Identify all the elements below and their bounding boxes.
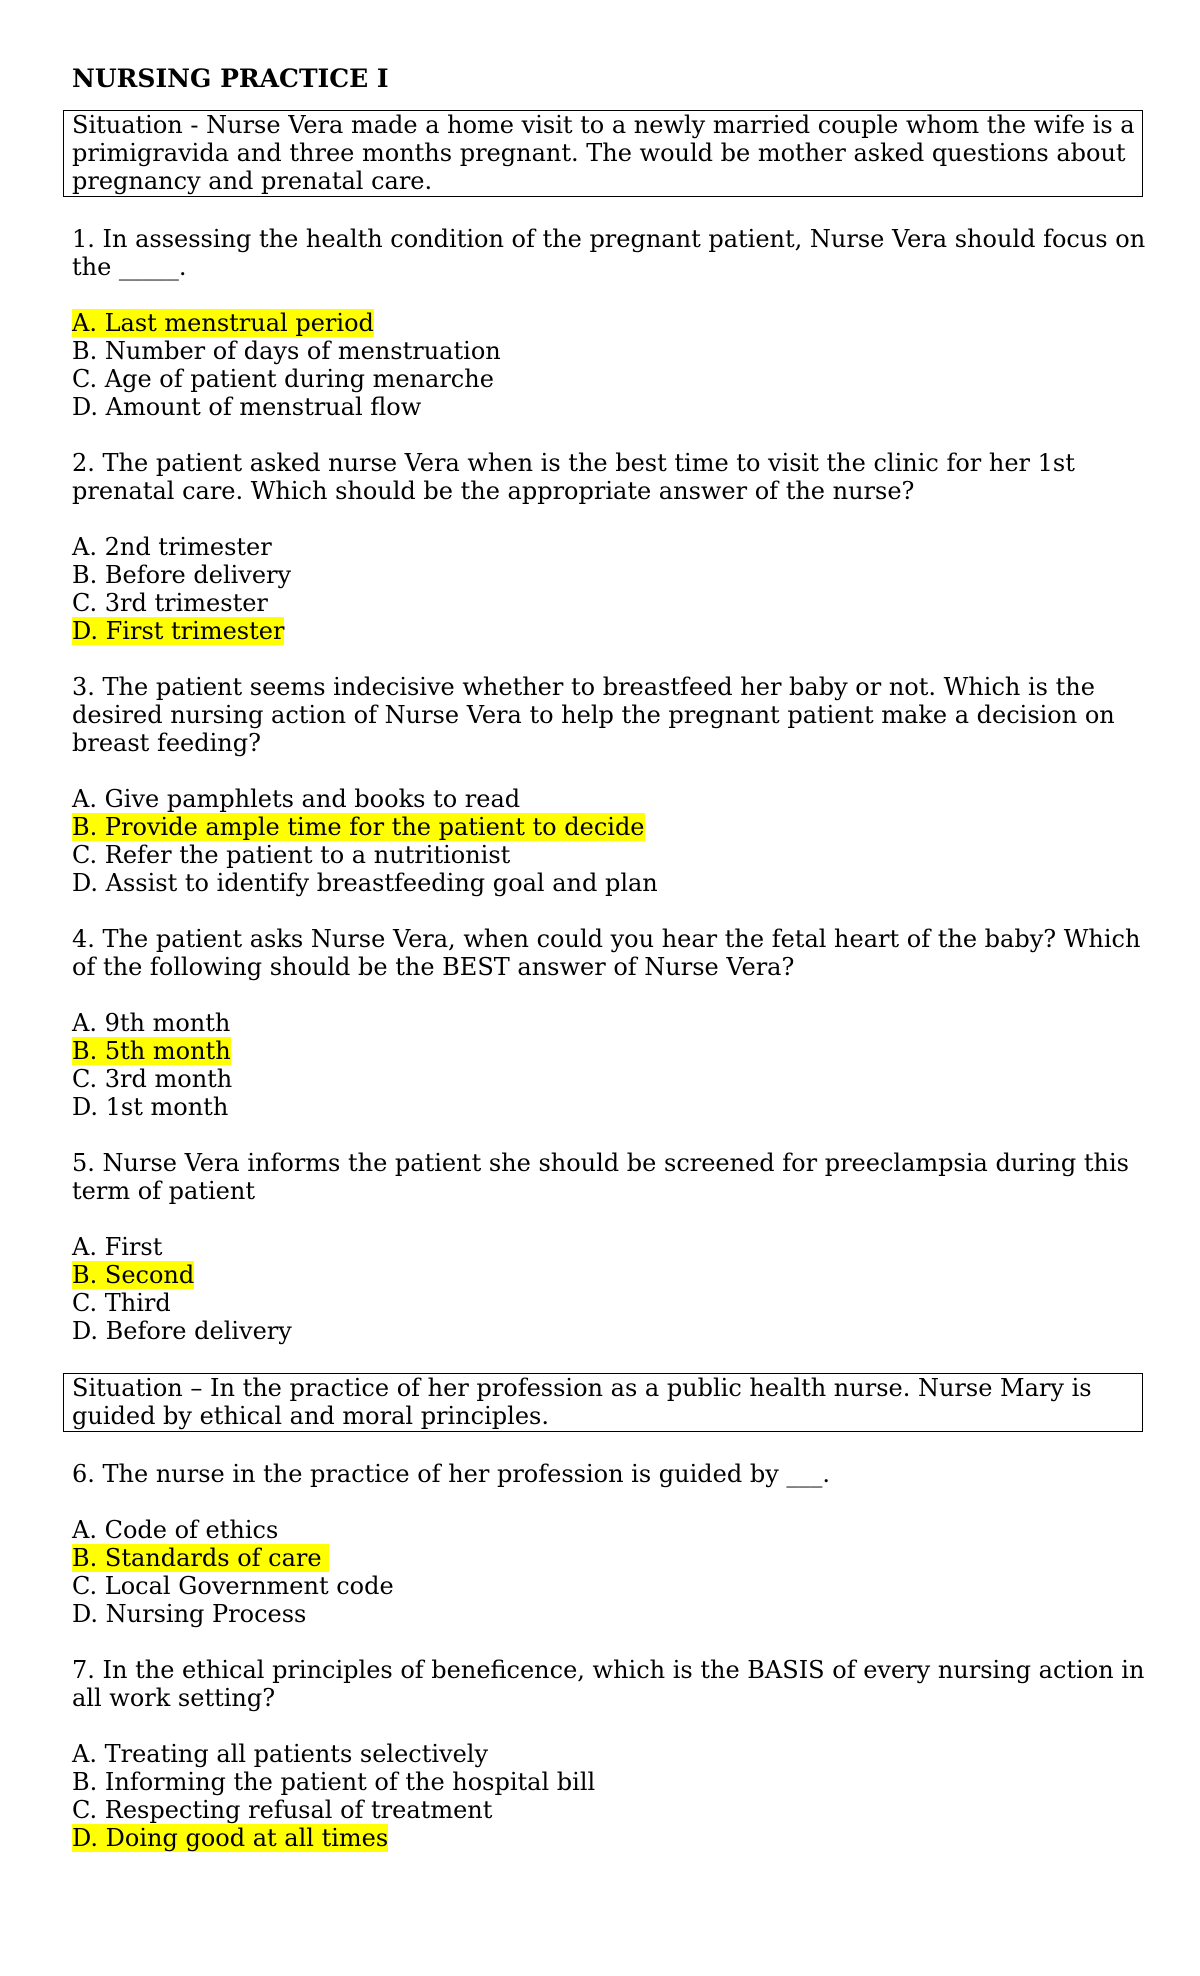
option-d: D. 1st month (72, 1093, 229, 1121)
option-b-highlighted: B. Provide ample time for the patient to decide (72, 813, 645, 841)
option-list (72, 1516, 1152, 1628)
option-d: D. Before delivery (72, 1317, 292, 1345)
option-a: A. Give pamphlets and books to read (72, 785, 521, 813)
option-a: A. First (72, 1233, 163, 1261)
question-6 (72, 1460, 1152, 1628)
option-list (72, 309, 1152, 421)
document-title: NURSING PRACTICE I (72, 64, 389, 93)
question-stem: 6. The nurse in the practice of her profession is guided by ___. (72, 1460, 831, 1488)
option-a: A. 2nd trimester (72, 533, 272, 561)
option-list (72, 533, 1152, 645)
option-d-highlighted: D. First trimester (72, 617, 285, 645)
question-7 (72, 1656, 1152, 1852)
option-list (72, 1009, 1152, 1121)
option-a: A. 9th month (72, 1009, 231, 1037)
option-b-highlighted: B. Standards of care (72, 1544, 330, 1572)
question-stem: 4. The patient asks Nurse Vera, when could you hear the fetal heart of the baby? Which of the following should be the BEST answer of Nurse Vera? (72, 925, 1141, 981)
question-stem: 2. The patient asked nurse Vera when is the best time to visit the clinic for her 1st prenatal care. Which should be the appropriate answer of the nurse? (72, 449, 1075, 505)
question-stem: 5. Nurse Vera informs the patient she should be screened for preeclampsia during this term of patient (72, 1149, 1129, 1205)
option-list (72, 785, 1152, 897)
option-c: C. Respecting refusal of treatment (72, 1796, 493, 1824)
option-d-highlighted: D. Doing good at all times (72, 1824, 389, 1852)
option-d: D. Assist to identify breastfeeding goal and plan (72, 869, 658, 897)
option-b: B. Number of days of menstruation (72, 337, 501, 365)
option-a: A. Treating all patients selectively (72, 1740, 489, 1768)
option-b-highlighted: B. Second (72, 1261, 195, 1289)
option-c: C. 3rd trimester (72, 589, 268, 617)
question-stem: 7. In the ethical principles of beneficence, which is the BASIS of every nursing action in all work setting? (72, 1656, 1145, 1712)
option-b: B. Informing the patient of the hospital bill (72, 1768, 596, 1796)
option-list (72, 1233, 1152, 1345)
option-d: D. Nursing Process (72, 1600, 307, 1628)
question-1 (72, 225, 1152, 421)
document-page (72, 64, 1152, 1852)
question-3 (72, 673, 1152, 897)
option-a-highlighted: A. Last menstrual period (72, 309, 374, 337)
option-list (72, 1740, 1152, 1852)
question-2 (72, 449, 1152, 645)
option-c: C. Local Government code (72, 1572, 394, 1600)
option-b-highlighted: B. 5th month (72, 1037, 231, 1065)
option-d: D. Amount of menstrual flow (72, 393, 422, 421)
question-stem: 1. In assessing the health condition of the pregnant patient, Nurse Vera should focus on the _____. (72, 225, 1146, 281)
option-a: A. Code of ethics (72, 1516, 279, 1544)
option-b: B. Before delivery (72, 561, 292, 589)
option-c: C. Refer the patient to a nutritionist (72, 841, 511, 869)
question-5 (72, 1149, 1152, 1345)
option-c: C. Third (72, 1289, 171, 1317)
question-stem: 3. The patient seems indecisive whether to breastfeed her baby or not. Which is the desired nursing action of Nurse Vera to help the pregnant patient make a decision on breast feeding? (72, 673, 1115, 757)
situation-box-2: Situation – In the practice of her profession as a public health nurse. Nurse Mary is guided by ethical and moral principles. (63, 1373, 1143, 1432)
question-4 (72, 925, 1152, 1121)
option-c: C. 3rd month (72, 1065, 233, 1093)
situation-box-1: Situation - Nurse Vera made a home visit to a newly married couple whom the wife is a primigravida and three months pregnant. The would be mother asked questions about pregnancy and prenatal care. (63, 110, 1143, 197)
option-c: C. Age of patient during menarche (72, 365, 494, 393)
